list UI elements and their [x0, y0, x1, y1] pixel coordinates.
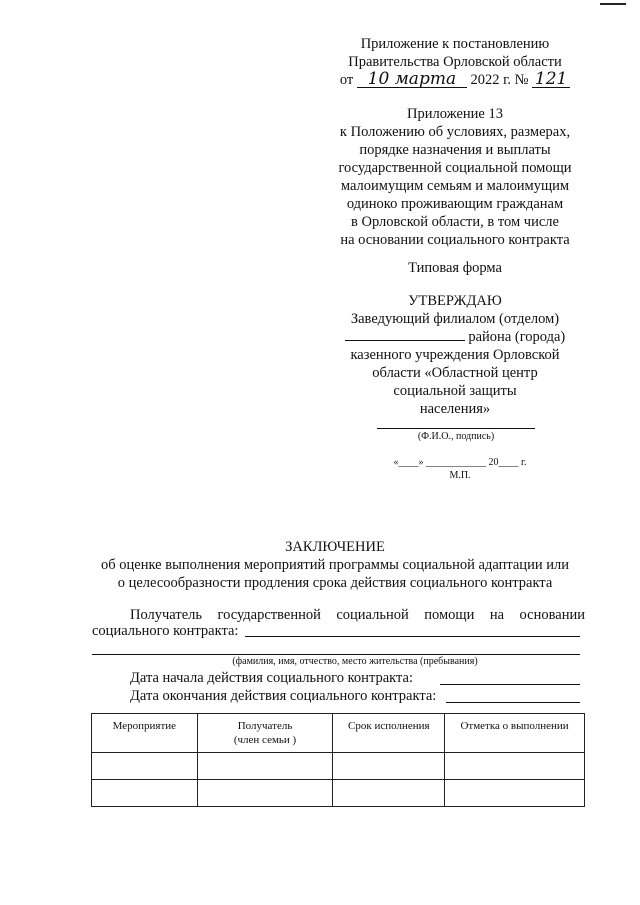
appendix-top-line2: Правительства Орловской области	[348, 54, 562, 70]
approval-line: Заведующий филиалом (отделом)	[350, 311, 560, 327]
approval-line: населения»	[419, 401, 491, 417]
table-cell	[445, 753, 585, 780]
form-type: Типовая форма	[408, 260, 502, 276]
end-date-blank	[446, 702, 580, 703]
from-label: от	[339, 72, 354, 88]
appendix13-line: Приложение 13	[407, 106, 503, 122]
appendix13-line: государственной социальной помощи	[338, 160, 572, 176]
col-header-deadline: Срок исполнения	[333, 714, 445, 753]
handwritten-number: 121	[532, 71, 570, 88]
start-date-label: Дата начала действия социального контракта:	[130, 670, 413, 686]
table-row	[92, 780, 585, 807]
district-blank	[345, 328, 465, 341]
start-date-blank	[440, 684, 580, 685]
appendix-top	[300, 35, 610, 89]
approval-district-line	[305, 328, 605, 346]
approval-line: казенного учреждения Орловской	[350, 347, 560, 363]
name-caption: (фамилия, имя, отчество, место жительства (пребывания)	[232, 656, 478, 667]
col-header-measure: Мероприятие	[92, 714, 198, 753]
recipient-text: Получатель государственной социальной помощи на основании	[130, 607, 585, 623]
table-cell	[333, 780, 445, 807]
recipient-blank-2	[92, 654, 580, 655]
district-label: района (города)	[468, 329, 566, 345]
table-row	[92, 753, 585, 780]
appendix13-line: одиноко проживающим гражданам	[346, 196, 564, 212]
conclusion-subtitle-2: о целесообразности продления срока действия социального контракта	[117, 575, 553, 591]
appendix-top-date-line	[300, 71, 610, 89]
corner-mark	[600, 3, 626, 5]
conclusion-title: ЗАКЛЮЧЕНИЕ	[285, 539, 385, 555]
appendix-top-line1: Приложение к постановлению	[360, 36, 550, 52]
measures-table	[91, 713, 585, 807]
table-cell	[197, 780, 333, 807]
table-cell	[92, 753, 198, 780]
table-header-row	[92, 714, 585, 753]
table-cell	[445, 780, 585, 807]
signature-caption: (Ф.И.О., подпись)	[417, 431, 495, 442]
appendix13-line: малоимущим семьям и малоимущим	[340, 178, 570, 194]
approval-line: социальной защиты	[393, 383, 517, 399]
appendix13-line: к Положению об условиях, размерах,	[339, 124, 571, 140]
table-cell	[333, 753, 445, 780]
table-cell	[92, 780, 198, 807]
appendix13-line: в Орловской области, в том числе	[351, 214, 559, 230]
approval-line: области «Областной центр	[372, 365, 538, 381]
recipient-line-2: социального контракта:	[92, 623, 239, 639]
recipient-blank-1	[245, 636, 580, 637]
signature-line	[377, 428, 535, 429]
conclusion-subtitle-1: об оценке выполнения мероприятий программы социальной адаптации или	[101, 557, 569, 573]
appendix13-block	[305, 105, 605, 249]
approval-title: УТВЕРЖДАЮ	[408, 293, 502, 309]
approval-date-line: «____» ____________ 20____ г.	[393, 457, 527, 468]
conclusion-header	[40, 538, 630, 592]
appendix13-line: на основании социального контракта	[340, 232, 570, 248]
stamp-label: М.П.	[449, 470, 471, 481]
table-cell	[197, 753, 333, 780]
appendix13-line: порядке назначения и выплаты	[359, 142, 551, 158]
col-header-mark: Отметка о выполнении	[445, 714, 585, 753]
approval-block	[305, 292, 605, 418]
col-header-recipient: Получатель (член семьи )	[197, 714, 333, 753]
end-date-label: Дата окончания действия социального контракта:	[130, 688, 437, 704]
handwritten-date: 10 марта	[357, 71, 467, 88]
year-number-label: 2022 г. №	[470, 72, 529, 88]
